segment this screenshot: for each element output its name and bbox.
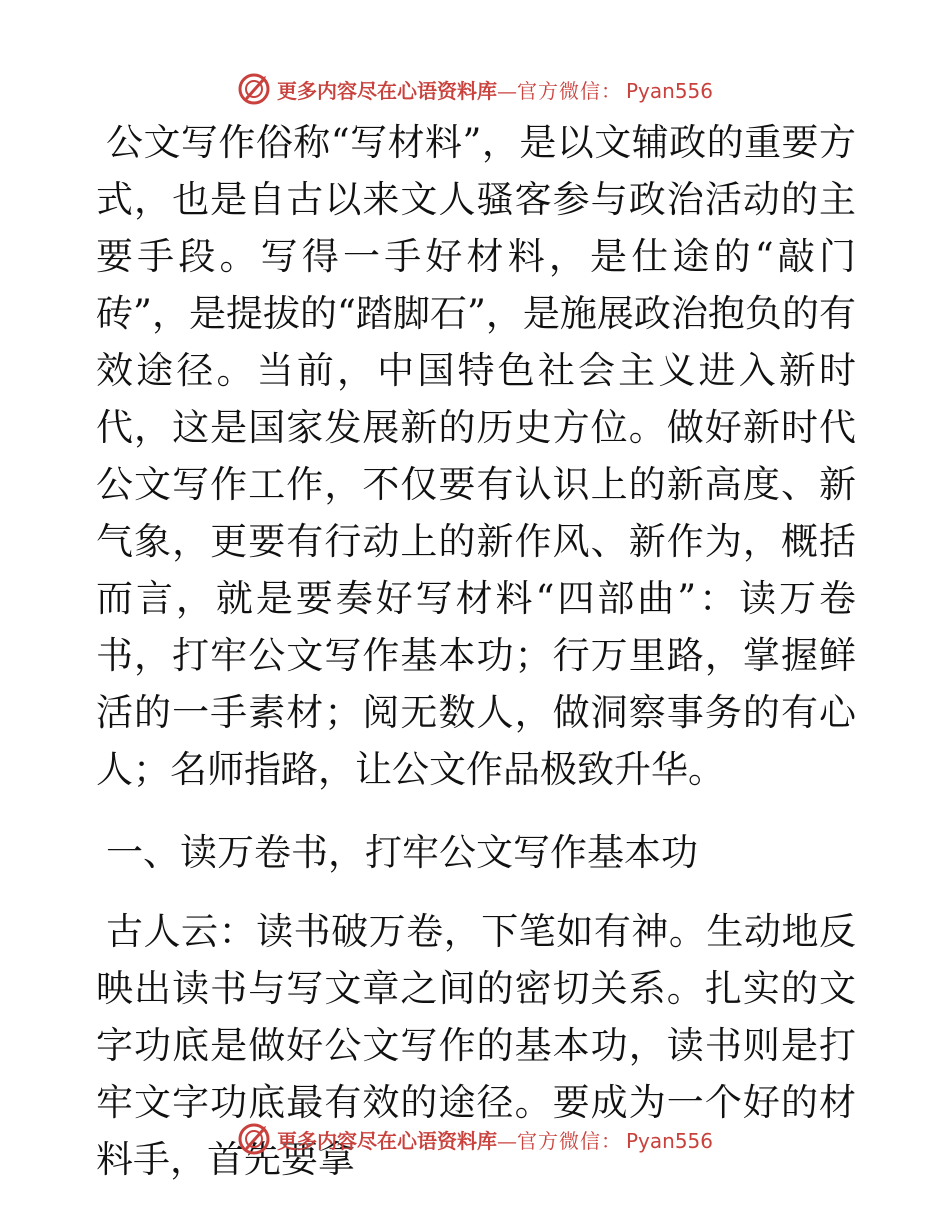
brand-logo-icon: [237, 72, 271, 106]
watermark-wechat-id: Pyan556: [625, 1128, 713, 1153]
watermark-contact-label: 官方微信：: [516, 1128, 622, 1153]
intro-paragraph: 公文写作俗称“写材料”，是以文辅政的重要方式，也是自古以来文人骚客参与政治活动的主要手段。写得一手好材料，是仕途的“敲门砖”，是提拔的“踏脚石”，是施展政治抱负的有效途径。当前，中国特色社会主义进入新时代，这是国家发展新的历史方位。做好新时代公文写作工作，不仅要有认识上的新高度、新气象，更要有行动上的新作风、新作为，概括而言，就是要奏好写材料“四部曲”：读万卷书，打牢公文写作基本功；行万里路，掌握鲜活的一手素材；阅无数人，做洞察事务的有心人；名师指路，让公文作品极致升华。: [96, 121, 856, 791]
watermark-brand: 更多内容尽在心语资料库: [276, 78, 497, 103]
section-heading: 一、读万卷书，打牢公文写作基本功: [106, 831, 698, 874]
watermark-brand: 更多内容尽在心语资料库: [276, 1128, 497, 1153]
watermark-dash: —: [496, 78, 517, 103]
section-paragraph: 古人云：读书破万卷，下笔如有神。生动地反映出读书与写文章之间的密切关系。扎实的文字功底是做好公文写作的基本功，读书则是打牢文字功底最有效的途径。要成为一个好的材料手，首先要拿: [96, 910, 856, 1181]
watermark-dash: —: [496, 1128, 517, 1153]
footer-watermark: [0, 1122, 950, 1156]
header-watermark: [0, 72, 950, 106]
brand-logo-icon: [237, 1122, 271, 1156]
document-body: [96, 114, 856, 1188]
watermark-wechat-id: Pyan556: [625, 78, 713, 103]
watermark-contact-label: 官方微信：: [516, 78, 622, 103]
